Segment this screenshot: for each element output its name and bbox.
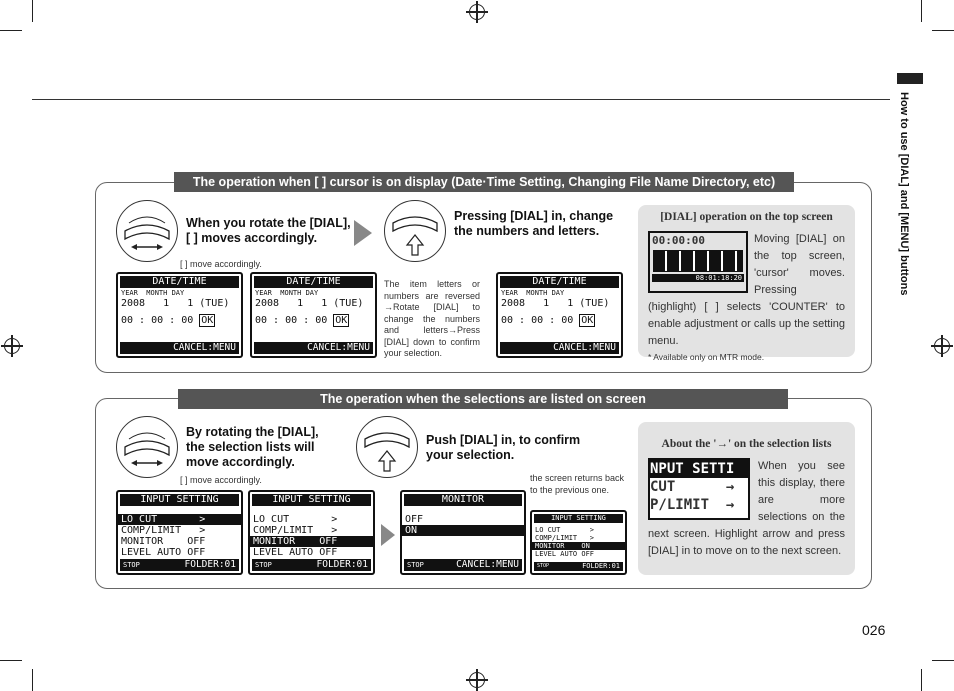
lcd-stop: STOP [123,561,140,569]
lcd-row: MONITOR OFF [250,536,373,547]
step-rotate-list-text: By rotating the [DIAL], the selection lists will move accordingly. [186,425,319,469]
info-title: [DIAL] operation on the top screen [660,211,833,223]
zoom-row: CUT → [650,479,735,495]
page-number: 026 [862,622,886,638]
lcd-input-small [530,510,627,575]
note-move: [ ] move accordingly. [180,259,262,269]
registration-mark-icon [934,338,950,354]
note-move-list: [ ] move accordingly. [180,475,262,485]
lcd-date-2 [250,272,377,358]
lcd-cancel: CANCEL:MENU [500,342,619,354]
sidebar-tab [897,73,923,84]
lcd-stop: STOP [537,563,550,569]
lcd-row: LO CUT > [253,514,338,525]
crop-mark [921,669,922,691]
lcd-monitor [400,490,526,575]
info-title: About the '→' on the selection lists [661,438,832,450]
lcd-row: COMP/LIMIT > [535,534,595,542]
lcd-stop: STOP [255,561,272,569]
lcd-stop: STOP [407,561,424,569]
crop-mark [932,660,954,661]
crop-mark [32,0,33,22]
lcd-time-value: 00 : 00 : 00 [255,315,328,326]
lcd-title: INPUT SETTING [252,494,371,506]
lcd-row: LEVEL AUTO OFF [121,547,206,558]
lcd-time-value: 00 : 00 : 00 [501,315,574,326]
crop-mark [32,669,33,691]
crop-mark [0,30,22,31]
info-text: When you see this display, there are more selections on the next screen. Highlight arrow and press [DIAL] in to move on to the next screen. [648,460,845,557]
lcd-time-value: 00 : 00 : 00 [121,315,194,326]
dial-rotate-icon [116,200,178,262]
lcd-title: INPUT SETTING [120,494,239,506]
lcd-clock: 08:01:18:20 [652,274,744,282]
lcd-date-3 [496,272,623,358]
step-rotate-text: When you rotate the [DIAL], [ ] moves accordingly. [186,216,351,245]
lcd-row: LO CUT > [118,514,241,525]
next-arrow-icon [354,220,372,246]
registration-mark-icon [469,4,485,20]
lcd-input-1 [116,490,243,575]
lcd-row: MONITOR OFF [121,536,206,547]
sidebar [892,84,912,344]
next-arrow-icon [381,524,395,546]
info-box-top-screen [638,205,855,362]
section-2-title: The operation when the selections are listed on screen [178,389,788,409]
lcd-row: COMP/LIMIT > [253,525,338,536]
crop-mark [921,0,922,22]
lcd-title: MONITOR [404,494,522,506]
lcd-row: COMP/LIMIT > [121,525,206,536]
lcd-labels: YEAR MONTH DAY [255,289,319,297]
lcd-title: DATE/TIME [500,276,619,288]
note-reverse: The item letters or numbers are reversed →Rotate [DIAL] to change the numbers and letters→Press [DIAL] down to confirm your selection. [384,279,480,358]
crop-mark [932,30,954,31]
section-1-title: The operation when [ ] cursor is on display (Date·Time Setting, Changing File Name Directory, etc) [174,172,794,192]
header-rule [32,99,890,100]
registration-mark-icon [4,338,20,354]
lcd-row: LO CUT > [535,526,595,534]
lcd-input-2 [248,490,375,575]
info-footnote: * Available only on MTR mode. [648,352,765,362]
lcd-ok: OK [581,315,594,326]
zoom-row: P/LIMIT → [650,497,735,513]
zoom-lcd [648,458,750,520]
lcd-row: OFF [405,514,424,525]
dial-press-icon [384,200,446,262]
lcd-date-value: 2008 1 1 (TUE) [255,298,364,309]
lcd-folder: FOLDER:01 [316,559,368,570]
lcd-counter: 00:00:00 [652,234,705,247]
lcd-cancel: CANCEL:MENU [254,342,373,354]
side-title: How to use [DIAL] and [MENU] buttons [898,92,910,296]
note-return: the screen returns back to the previous one. [530,473,625,495]
step-confirm-text: Push [DIAL] in, to confirm your selection. [426,433,581,462]
lcd-labels: YEAR MONTH DAY [501,289,565,297]
lcd-folder: FOLDER:01 [184,559,236,570]
step-press-text: Pressing [DIAL] in, change the numbers and letters. [454,209,614,238]
dial-press-icon [356,416,418,478]
info-text: Moving [DIAL] on the top screen, 'cursor' moves. Pressing (highlight) [ ] selects 'COUNTER' to enable adjustment or calls up the setting menu. [648,233,845,347]
lcd-date-1 [116,272,243,358]
registration-mark-icon [469,672,485,688]
lcd-folder: FOLDER:01 [582,562,620,570]
top-screen-lcd [648,231,748,293]
lcd-date-value: 2008 1 1 (TUE) [501,298,610,309]
zoom-row: NPUT SETTI [650,460,748,478]
lcd-title: INPUT SETTING [534,514,623,523]
lcd-title: DATE/TIME [254,276,373,288]
lcd-date-value: 2008 1 1 (TUE) [121,298,230,309]
lcd-row: LEVEL AUTO OFF [535,550,595,558]
lcd-row: LEVEL AUTO OFF [253,547,338,558]
lcd-labels: YEAR MONTH DAY [121,289,185,297]
track-meter [653,250,743,272]
lcd-title: DATE/TIME [120,276,239,288]
lcd-row: MONITOR ON [532,542,625,550]
lcd-cancel: CANCEL:MENU [456,559,519,570]
dial-rotate-icon [116,416,178,478]
lcd-ok: OK [201,315,214,326]
lcd-cancel: CANCEL:MENU [120,342,239,354]
info-box-arrow [638,422,855,575]
lcd-row: ON [402,525,524,536]
crop-mark [0,660,22,661]
lcd-ok: OK [335,315,348,326]
